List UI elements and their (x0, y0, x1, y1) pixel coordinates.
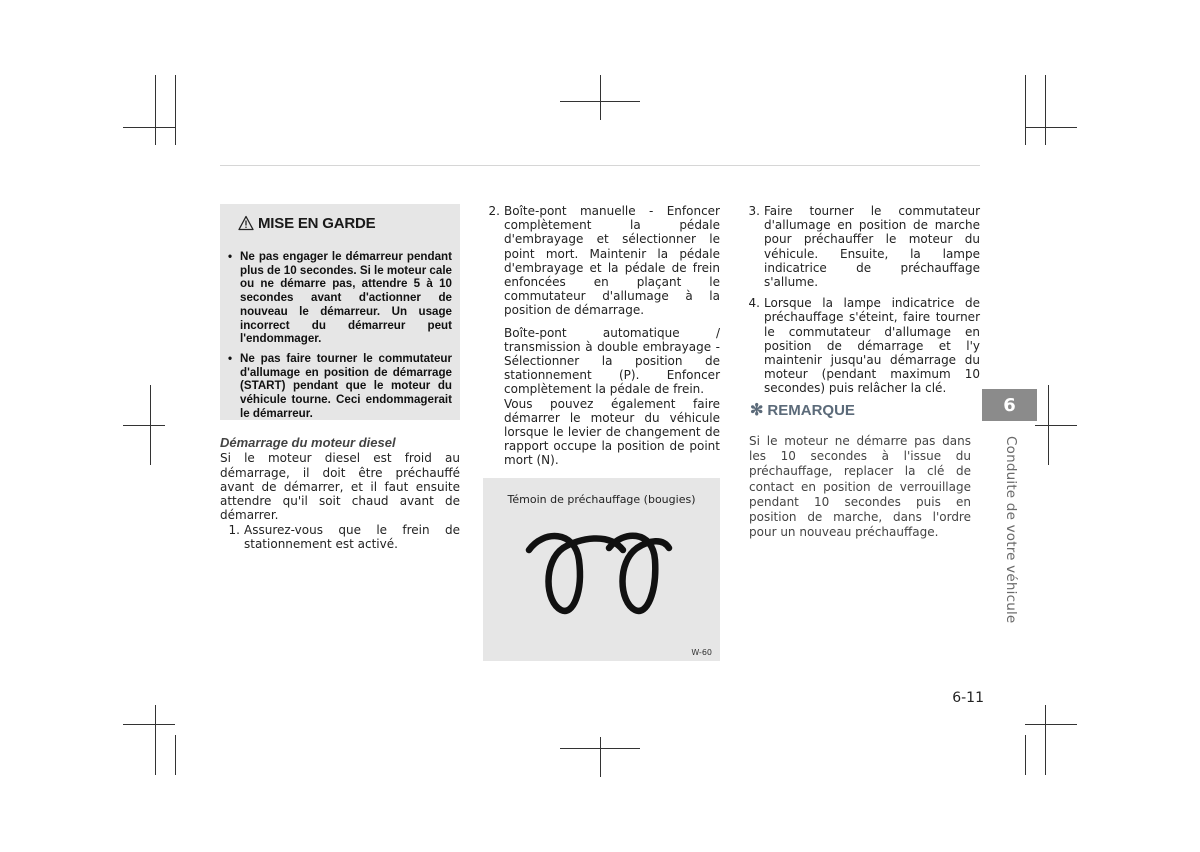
figure-code: W-60 (691, 648, 712, 657)
warning-title: MISE EN GARDE (258, 214, 376, 232)
page-number: 6-11 (952, 690, 984, 706)
crop-mark (1025, 724, 1077, 725)
crop-mark (1045, 705, 1046, 775)
crop-mark (1025, 127, 1077, 128)
step-number: 4. (748, 296, 760, 311)
step-number: 1. (228, 522, 240, 537)
crop-mark (1048, 385, 1049, 465)
crop-mark (123, 425, 165, 426)
warning-heading (238, 212, 452, 234)
glow-plug-figure (483, 478, 720, 661)
crop-mark (600, 737, 601, 777)
crop-mark (150, 385, 151, 465)
crop-mark (1025, 75, 1026, 145)
warning-triangle-icon (238, 215, 254, 231)
warning-item: • Ne pas faire tourner le commutateur d'allumage en position de démarrage (START) pendant que le moteur du véhicule tourne. Ceci endommagerait le démarreur. (228, 352, 452, 421)
warning-box (220, 204, 460, 420)
step-number: 3. (748, 204, 760, 218)
remark-heading (750, 400, 855, 420)
crop-mark (175, 75, 176, 145)
step-text: Assurez-vous que le frein de stationnement est activé. (244, 522, 460, 552)
step-text (504, 204, 720, 318)
step-text: Faire tourner le commutateur d'allumage en position de marche pour préchauffer le moteur du véhicule. Ensuite, la lampe indicatrice de préchauffage s'allume. (764, 204, 980, 290)
header-rule (220, 165, 980, 166)
remark-title: REMARQUE (767, 401, 855, 419)
manual-text: Enfoncer complètement la pédale d'embrayage et sélectionner le point mort. Maintenir la pédale d'embrayage et la pédale de frein enfoncées en plaçant le commutateur d'allumage à la position de démarrage. (504, 204, 720, 318)
step-1 (220, 523, 460, 552)
crop-mark (175, 735, 176, 775)
remark-body: Si le moteur ne démarre pas dans les 10 secondes à l'issue du préchauffage, replacer la clé de contact en position de verrouillage pendant 10 secondes puis en position de marche, dans l'ordre pour un nouveau préchauffage. (749, 434, 971, 540)
auto-paragraph-2: Vous pouvez également faire démarrer le moteur du véhicule lorsque le levier de changement de rapport occupe la position de point mort (N). (504, 396, 720, 468)
warning-item: • Ne pas engager le démarreur pendant plus de 10 secondes. Si le moteur cale ou ne démarre pas, attendre 5 à 10 secondes avant d'actionner de nouveau le démarreur. Un usage incorrect du démarreur peut l'endommager. (228, 250, 452, 346)
crop-mark (1045, 75, 1046, 145)
figure-caption: Témoin de préchauffage (bougies) (507, 493, 696, 506)
diesel-heading: Démarrage du moteur diesel (220, 435, 396, 450)
crop-mark (155, 705, 156, 775)
glow-plug-indicator-icon (523, 522, 673, 622)
step-3 (746, 204, 980, 289)
manual-label: Boîte-pont manuelle - (504, 204, 654, 218)
warning-list (228, 250, 452, 420)
diesel-section (220, 436, 460, 551)
asterisk-icon: ✻ (750, 402, 764, 419)
auto-label: Boîte-pont automatique / transmission à double embrayage - (504, 325, 720, 354)
crop-mark (600, 75, 601, 120)
crop-mark (1035, 425, 1077, 426)
chapter-tab: 6 (982, 389, 1037, 421)
step-4 (746, 296, 980, 395)
step-2 (486, 204, 720, 318)
step-text: Lorsque la lampe indicatrice de préchauffage s'éteint, faire tourner le commutateur d'allumage en position de démarrage et l'y maintenir jusqu'au démarrage du moteur (pendant maximum 10 secondes) puis relâcher la clé. (764, 296, 980, 396)
crop-mark (123, 724, 175, 725)
diesel-intro: Si le moteur diesel est froid au démarrage, il doit être préchauffé avant de démarrer, et il faut ensuite attendre qu'il soit chaud avant de démarrer. (220, 451, 460, 523)
column-2 (486, 204, 720, 468)
column-3 (746, 204, 980, 403)
auto-text: Sélectionner la position de stationnement (P). Enfoncer complètement la pédale de frein. (504, 354, 720, 397)
chapter-title: Conduite de votre véhicule (1003, 436, 1019, 624)
auto-paragraph (504, 326, 720, 397)
crop-mark (155, 75, 156, 145)
step-number: 2. (488, 204, 500, 218)
crop-mark (1025, 735, 1026, 775)
crop-mark (123, 127, 175, 128)
